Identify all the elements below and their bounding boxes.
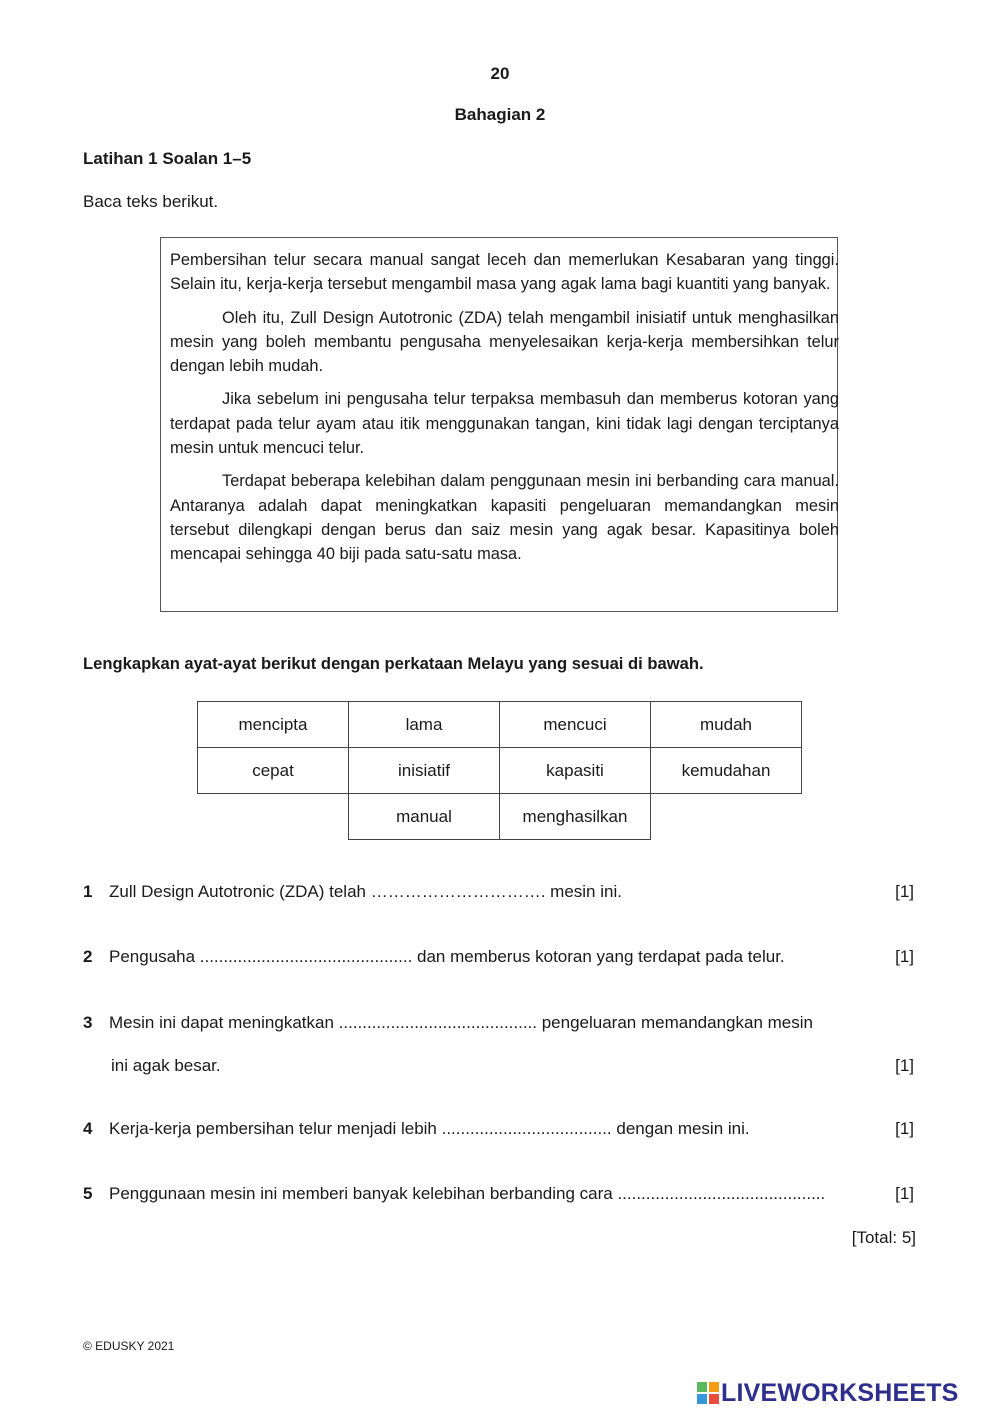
question-text: Penggunaan mesin ini memberi banyak kelebihan berbanding cara ............................................ [109, 1184, 826, 1203]
passage-paragraph-2: Oleh itu, Zull Design Autotronic (ZDA) telah mengambil inisiatif untuk menghasilkan mesin yang boleh membantu pengusaha menyelesaikan kerja-kerja membersihkan telur dengan lebih mudah. [170, 308, 839, 376]
word-bank-table [197, 701, 802, 840]
question-text-continuation: ini agak besar. [111, 1056, 221, 1075]
word-bank-cell: lama [349, 702, 500, 748]
complete-instruction: Lengkapkan ayat-ayat berikut dengan perkataan Melayu yang sesuai di bawah. [83, 654, 704, 673]
question-number: 2 [83, 947, 93, 966]
exercise-title: Latihan 1 Soalan 1–5 [83, 149, 252, 168]
logo-square [697, 1394, 707, 1404]
passage-paragraph-4: Terdapat beberapa kelebihan dalam penggunaan mesin ini berbanding cara manual. Antaranya adalah dapat meningkatkan kapasiti pengeluaran memandangkan mesin tersebut dilengkapi dengan berus dan saiz mesin yang agak besar. Kapasitinya boleh mencapai sehingga 40 biji pada satu-satu masa. [170, 472, 839, 564]
word-bank-cell: manual [349, 794, 500, 840]
word-bank-cell: mudah [651, 702, 802, 748]
word-bank-cell: menghasilkan [500, 794, 651, 840]
question-text: Zull Design Autotronic (ZDA) telah …………………………. mesin ini. [109, 882, 622, 901]
question-text: Pengusaha ............................................. dan memberus kotoran yang terdapat pada telur. [109, 947, 785, 966]
word-bank-cell: inisiatif [349, 748, 500, 794]
word-bank-row [198, 794, 802, 840]
question-number: 3 [83, 1013, 93, 1032]
word-bank-cell: kemudahan [651, 748, 802, 794]
question-mark: [1] [895, 882, 914, 901]
question-number: 1 [83, 882, 93, 901]
question-number: 5 [83, 1184, 93, 1203]
question-number: 4 [83, 1119, 93, 1138]
logo-square [709, 1394, 719, 1404]
word-bank-cell: cepat [198, 748, 349, 794]
word-bank-cell: mencipta [198, 702, 349, 748]
question-text: Mesin ini dapat meningkatkan .......................................... pengeluaran memandangkan mesin [109, 1013, 813, 1032]
copyright: © EDUSKY 2021 [83, 1339, 175, 1353]
question-text: Kerja-kerja pembersihan telur menjadi lebih .................................... dengan mesin ini. [109, 1119, 750, 1138]
logo-square [697, 1382, 707, 1392]
word-bank-row [198, 702, 802, 748]
passage-paragraph-1: Pembersihan telur secara manual sangat leceh dan memerlukan Kesabaran yang tinggi. Selain itu, kerja-kerja tersebut mengambil masa yang agak lama bagi kuantiti yang banyak. [170, 251, 839, 294]
read-instruction: Baca teks berikut. [83, 192, 219, 211]
word-bank-cell: kapasiti [500, 748, 651, 794]
passage-paragraph-3: Jika sebelum ini pengusaha telur terpaksa membasuh dan memberus kotoran yang terdapat pada telur ayam atau itik menggunakan tangan, kini tidak lagi dengan terciptanya mesin untuk mencuci telur. [170, 390, 839, 458]
word-bank-row [198, 748, 802, 794]
question-mark: [1] [895, 1119, 914, 1138]
word-bank-empty-cell [198, 794, 349, 840]
word-bank-cell: mencuci [500, 702, 651, 748]
logo-square [709, 1382, 719, 1392]
question-mark: [1] [895, 1056, 914, 1075]
question-mark: [1] [895, 1184, 914, 1203]
liveworksheets-logo-icon [697, 1382, 719, 1404]
page-number: 20 [490, 64, 510, 83]
total-mark: [Total: 5] [851, 1228, 916, 1247]
question-mark: [1] [895, 947, 914, 966]
passage-box [160, 237, 838, 612]
word-bank-empty-cell [651, 794, 802, 840]
brand-name: LIVEWORKSHEETS [721, 1379, 959, 1407]
section-title: Bahagian 2 [454, 105, 546, 124]
